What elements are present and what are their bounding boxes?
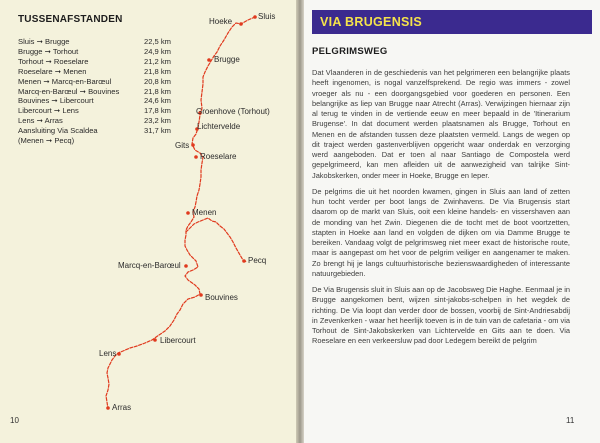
town-label-menen: Menen <box>192 208 217 217</box>
distances-title: TUSSENAFSTANDEN <box>18 14 123 25</box>
town-dot <box>207 58 211 62</box>
scaldea-branch <box>186 218 247 262</box>
town-label-roeselare: Roeselare <box>200 152 237 161</box>
town-dot <box>117 352 121 356</box>
route-map <box>0 0 296 443</box>
table-row: Marcq-en-Barœul ➞ Bouvines 21,8 km <box>18 86 172 96</box>
book-gutter <box>296 0 304 443</box>
left-page <box>0 0 296 443</box>
town-dot <box>191 143 195 147</box>
town-label-groenhove: Groenhove (Torhout) <box>196 107 270 116</box>
route-line <box>106 17 255 409</box>
right-page <box>304 0 600 443</box>
table-row: Libercourt ➞ Lens 17,8 km <box>18 106 172 116</box>
table-row: Torhout ➞ Roeselare 21,2 km <box>18 56 172 66</box>
table-row: Menen ➞ Marcq-en-Barœul 20,8 km <box>18 76 172 86</box>
town-label-sluis: Sluis <box>258 12 276 21</box>
table-row: Bouvines ➞ Libercourt 24,6 km <box>18 96 172 106</box>
section-title: PELGRIMSWEG <box>312 46 388 57</box>
town-label-marcq: Marcq-en-Barœul <box>118 261 181 270</box>
town-dot <box>242 259 246 263</box>
town-markers <box>106 15 257 410</box>
table-row: Roeselare ➞ Menen 21,8 km <box>18 66 172 76</box>
town-label-lichtervelde: Lichtervelde <box>197 122 241 131</box>
table-row: Aansluiting Via Scaldea 31,7 km <box>18 126 172 136</box>
body-text <box>312 68 570 353</box>
town-label-pecq: Pecq <box>248 256 267 265</box>
table-row: Sluis ➞ Brugge 22,5 km <box>18 37 172 46</box>
town-label-libercourt: Libercourt <box>160 336 196 345</box>
table-row: Brugge ➞ Torhout 24,9 km <box>18 46 172 56</box>
town-dot <box>199 293 203 297</box>
page-number-left: 10 <box>10 416 19 425</box>
paragraph: De Via Brugensis sluit in Sluis aan op de Jacobsweg Die Haghe. Eenmaal je in Brugge aangekomen bent, wijzen sint-jakobs-schelpen in het wegdek de richting. De Via loopt dan verder door de bossen, voorbij de Sint-Andriesabdij in Zevenkerken - waar het heerlijk toeven is in de tuin van de cafetaria - om via Torhout de Sint-Jakobskerken van Lichtervelde en Gits aan te doen. Via Roeselare en een verkeersluw pad door Ledegem bereikt de pelgrim <box>312 285 570 346</box>
page-number-right: 11 <box>566 416 575 425</box>
town-dot <box>106 406 110 410</box>
town-dot <box>253 15 257 19</box>
town-dot <box>186 211 190 215</box>
town-label-brugge: Brugge <box>214 55 240 64</box>
table-row: Lens ➞ Arras 23,2 km <box>18 116 172 126</box>
main-route <box>106 17 255 409</box>
town-dot <box>239 22 243 26</box>
town-label-lens: Lens <box>99 349 117 358</box>
paragraph: Dat Vlaanderen in de geschiedenis van het pelgrimeren een belangrijke plaats heeft ingenomen, is nogal vanzelfsprekend. De regio was immers - zowel vroeger als nu - een doorgangsgebied voor goederen en personen. Een belangrijke as liep van Brugge naar Atrecht (Arras). Verwijzingen hiernaar zijn al terug te vinden in de vertiende eeuw en meer bepaald in de 'Itinerarium Brugense'. In dat document werden plaatsnamen als Brugge, Torhout en Menen en de afstanden tussen deze plaatsten vermeld. Langs de wegen op dit traject werden gastenverblijven opgericht waar onderdak en verzorging werd aangeboden. Dat er toen al naar Santiago de Compostela werd gepelgrimeerd, kan men afleiden uit de aanwezigheid van talrijke Sint-Jakobskerken, onder meer in Hoeke, Brugge en Ieper. <box>312 68 570 180</box>
town-dot <box>153 338 157 342</box>
paragraph: De pelgrims die uit het noorden kwamen, gingen in Sluis aan land of zetten hun tocht verder per boot langs de Zwinhavens. De Via Brugensis start daarom op de markt van Sluis, ooit een kleine handels- en vissershaven aan de monding van het Zwin. Diegenen die de tocht met de boot voortzetten, stapten in Hoeke aan land en volgden de dijken om via Damme Brugge te bereiken. Vandaag volgt de pelgrimsweg niet meer exact de historische route, maar is aangepast om het voor de pelgrim veiliger en aangenamer te maken. Zo brengt hij je langs cultuurhistorische bezienswaardigheden of interessante natuurgebieden. <box>312 186 570 278</box>
town-label-arras: Arras <box>112 403 132 412</box>
town-dot <box>184 264 188 268</box>
town-label-hoeke: Hoeke <box>209 17 233 26</box>
town-dot <box>194 155 198 159</box>
chapter-title: VIA BRUGENSIS <box>320 15 423 29</box>
chapter-banner <box>312 10 592 34</box>
town-label-bouvines: Bouvines <box>205 293 238 302</box>
town-label-gits: Gits <box>175 141 190 150</box>
table-row: (Menen ➞ Pecq) <box>18 136 75 146</box>
